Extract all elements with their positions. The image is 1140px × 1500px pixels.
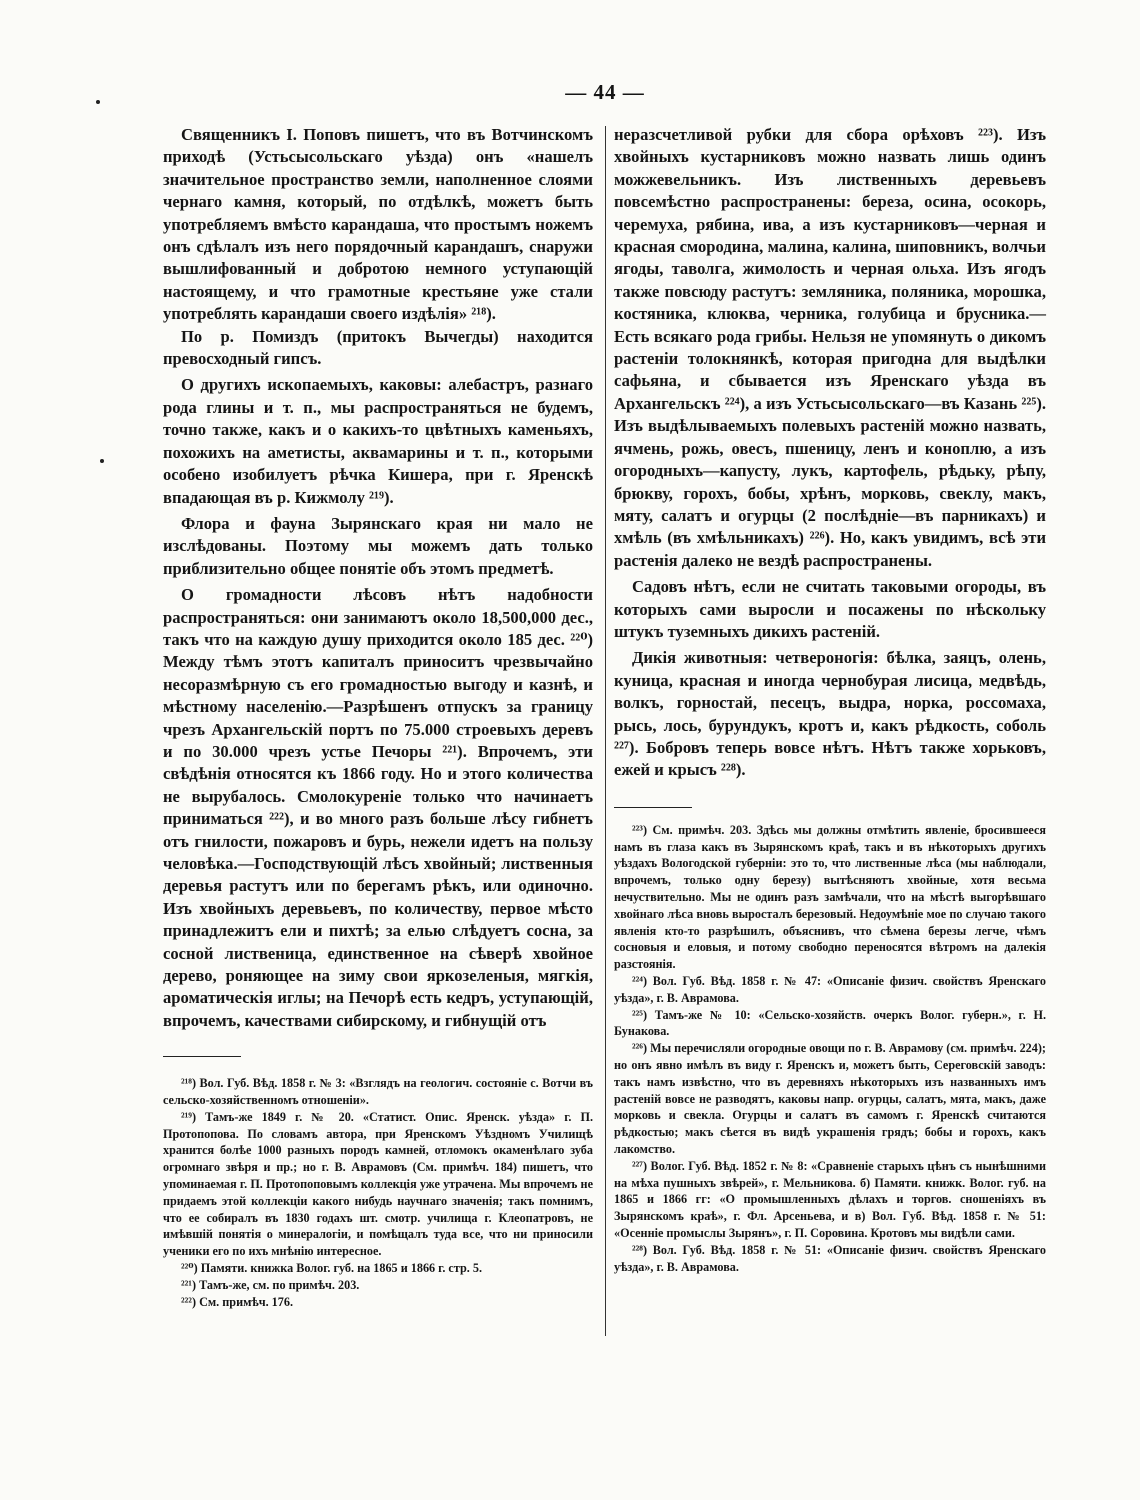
left-column-body xyxy=(163,124,593,1032)
right-footnotes xyxy=(614,822,1046,1276)
footnote: ²²²) См. примѣч. 176. xyxy=(181,1294,293,1309)
page-number: — 44 — xyxy=(565,80,645,104)
paragraph: Садовъ нѣтъ, если не считать таковыми огороды, въ которыхъ сами выросли и посажены по нѣскольку штукъ туземныхъ дикихъ растеній. xyxy=(614,577,1046,641)
left-footnotes xyxy=(163,1075,593,1310)
column-divider xyxy=(605,126,606,1336)
right-column xyxy=(614,124,1046,1275)
footnote: ²²⁵) Тамъ-же № 10: «Сельско-хозяйств. очеркъ Волог. губерн.», г. Н. Бунакова. xyxy=(614,1007,1046,1039)
paragraph: О громадности лѣсовъ нѣтъ надобности распространяться: они занимаютъ около 18,500,000 дес., такъ что на каждую душу приходится около 185 дес. ²²⁰) Между тѣмъ этотъ капиталъ приноситъ чрезвычайно несоразмѣрную съ его громадностью выгоду и казнѣ, и мѣстному населенію.—Разрѣшенъ отпускъ за границу чрезъ Архангельскій портъ по 75.000 строевыхъ деревъ и по 30.000 чрезъ устье Печоры ²²¹). Впрочемъ, эти свѣдѣнія относятся къ 1866 году. Но и этого количества не вырубалось. Смолокуреніе только что начинаетъ приниматься ²²²), и во много разъ больше лѣсу гибнетъ отъ гнилости, пожаровъ и бурь, нежели идетъ на пользу человѣка.—Господствующій лѣсъ хвойный; лиственныя деревья растутъ или по берегамъ рѣкъ, или одиночно. Изъ хвойныхъ деревьевъ, по количеству, первое мѣсто принадлежитъ ели и пихтѣ; за елью слѣдуетъ сосна, за сосной лиственица, единственное на сѣверѣ хвойное дерево, роняющее на зиму свои яркозеленыя, мягкія, ароматическія иглы; на Печорѣ есть кедръ, уступающій, впрочемъ, качествами сибирскому, и гибнущій отъ xyxy=(163,585,593,1030)
paragraph: По р. Помиздъ (притокъ Вычегды) находится превосходный гипсъ. xyxy=(163,326,593,369)
print-speck xyxy=(100,459,104,463)
footnote: ²¹⁸) Вол. Губ. Вѣд. 1858 г. № 3: «Взглядъ на геологич. состояніе с. Вотчи въ сельско-хозяйственномъ отношеніи». xyxy=(163,1076,593,1108)
footnote: ²²¹) Тамъ-же, см. по примѣч. 203. xyxy=(181,1277,360,1292)
footnote: ²²⁷) Волог. Губ. Вѣд. 1852 г. № 8: «Сравненіе старыхъ цѣнъ съ нынѣшними на мѣха пушныхъ звѣрей», г. Мельникова. б) Памяти. книжк. Волог. губ. на 1865 и 1866 гг: «О промышленныхъ дѣлахъ и торгов. сношеніяхъ въ Зырянскомъ краѣ», г. Фл. Арсеньева, и в) Вол. Губ. Вѣд. 1858 г. № 51: «Осенніе промыслы Зырянъ», г. П. Соровина. Кротовъ мы видѣли сами. xyxy=(614,1158,1046,1240)
left-column xyxy=(163,124,593,1310)
footnote: ²²⁴) Вол. Губ. Вѣд. 1858 г. № 47: «Описаніе физич. свойствъ Яренскаго уѣзда», г. В. Аврамова. xyxy=(614,973,1046,1005)
footnote-separator xyxy=(163,1056,241,1057)
paragraph: Флора и фауна Зырянскаго края ни мало не изслѣдованы. Поэтому мы можемъ дать только приблизительно общее понятіе объ этомъ предметѣ. xyxy=(163,513,593,578)
footnote: ²²⁶) Мы перечисляли огородные овощи по г. В. Аврамову (см. примѣч. 224); но онъ явно имѣлъ въ виду г. Яренскъ и, можетъ быть, Сереговскій заводъ: такъ намъ извѣстно, что въ деревняхъ нѣкоторыхъ изъ названныхъ имъ растеній вовсе не разводятъ, каковы напр. огурцы, салатъ, мята, макъ, даже морковь и свекла. Огурцы и салатъ въ самомъ г. Яренскѣ считаются рѣдкостью; макъ сѣется въ видѣ украшенія грядъ; бобы и горохъ, какъ лакомство. xyxy=(614,1041,1046,1156)
paragraph: неразсчетливой рубки для сбора орѣховъ ²²³). Изъ хвойныхъ кустарниковъ можно назвать лишь одинъ можжевельникъ. Изъ лиственныхъ деревьевъ повсемѣстно распространены: береза, осина, осокорь, черемуха, рябина, ива, а изъ кустарниковъ—черная и красная смородина, малина, калина, шиповникъ, волчьи ягоды, таволга, жимолость и черная ольха. Изъ ягодъ также повсюду растутъ: земляника, поляника, морошка, костяника, клюква, черника, голубица и брусника.—Есть всякаго рода грибы. Нельзя не упомянуть о дикомъ растеніи толокнянкѣ, которая пригодна для выдѣлки сафьяна, и сбывается изъ Яренскаго уѣзда въ Архангельскъ ²²⁴), а изъ Устьсысольскаго—въ Казань ²²⁵). Изъ выдѣлываемыхъ полевыхъ растеній можно назвать, ячмень, рожь, овесъ, пшеницу, ленъ и коноплю, а изъ огородныхъ—капусту, лукъ, картофель, рѣдьку, рѣпу, брюкву, горохъ, бобы, хрѣнъ, морковь, свеклу, макъ, мяту, салатъ и огурцы (2 послѣдніе—въ парникахъ) и хмѣль (въ хмѣльникахъ) ²²⁶). Но, какъ увидимъ, всѣ эти растенія далеко не вездѣ распространены. xyxy=(614,125,1046,570)
paragraph: Священникъ І. Поповъ пишетъ, что въ Вотчинскомъ приходѣ (Устьсысольскаго уѣзда) онъ «нашелъ значительное пространство земли, наполненное слоями чернаго камня, который, по отдѣлкѣ, можетъ быть употребляемъ вмѣсто карандаша, что простымъ ножемъ онъ сдѣлалъ изъ него порядочный карандашъ, снаружи вышлифованный и добротою немного уступающій настоящему, и что грамотные крестьяне уже стали употреблять карандаши своего издѣлія» ²¹⁸). xyxy=(163,125,593,324)
right-column-body xyxy=(614,124,1046,782)
footnote: ²²³) См. примѣч. 203. Здѣсь мы должны отмѣтить явленіе, бросившееся намъ въ глаза какъ въ Зырянскомъ краѣ, такъ и въ нѣкоторыхъ другихъ уѣздахъ Вологодской губерніи: это то, что лиственные лѣса (мы наблюдали, впрочемъ, только одну березу) вытѣсняютъ хвойные, хотя весьма нечуствительно. Мы не одинъ разъ замѣчали, что на мѣстѣ выгорѣвшаго хвойнаго лѣса вновь выросталъ березовый. Недоумѣніе мое по случаю такого явленія кто-то разрѣшилъ, объяснивъ, что сѣмена березы легче, чѣмъ сосновыя и еловыя, и потому свободно переносятся вѣтромъ на далекія разстоянія. xyxy=(614,822,1046,972)
footnote-separator xyxy=(614,807,692,808)
footnote: ²¹⁹) Тамъ-же 1849 г. № 20. «Статист. Опис. Яренск. уѣзда» г. П. Протопопова. По словамъ автора, при Яренскомъ Уѣздномъ Училищѣ хранится болѣе 1000 разныхъ породъ камней, отломокъ окаменѣлаго зуба огромнаго звѣря и пр.; но г. В. Аврамовъ (См. примѣч. 184) пишетъ, что упоминаемая г. П. Протопоповымъ коллекція уже утрачена. Мы впрочемъ не придаемъ этой коллекціи какого нибудь научнаго значенія; такъ помнимъ, что ее собиралъ въ 1830 годахъ шт. смотр. училища г. Клеопатровъ, не имѣвшій понятія о минералогіи, и помѣщалъ туда все, что ни приносили ученики его по ихъ мнѣнію интересное. xyxy=(163,1109,593,1259)
footnote: ²²⁰) Памяти. книжка Волог. губ. на 1865 и 1866 г. стр. 5. xyxy=(181,1261,482,1276)
paragraph: Дикія животныя: четвероногія: бѣлка, заяцъ, олень, куница, красная и иногда чернобурая лисица, медвѣдь, волкъ, горностай, песецъ, выдра, норка, россомаха, рысь, лось, бурундукъ, кротъ и, какъ рѣдкость, соболь ²²⁷). Бобровъ теперь вовсе нѣтъ. Нѣтъ также хорьковъ, ежей и крысъ ²²⁸). xyxy=(614,648,1046,780)
paragraph: О другихъ ископаемыхъ, каковы: алебастръ, разнаго рода глины и т. п., мы распространяться не будемъ, точно также, какъ и о какихъ-то цвѣтныхъ каменьяхъ, похожихъ на аметисты, аквамарины и т. п., которыми особено изобилуетъ рѣчка Кишера, при г. Яренскѣ впадающая въ р. Кижмолу ²¹⁹). xyxy=(163,375,593,507)
footnote: ²²⁸) Вол. Губ. Вѣд. 1858 г. № 51: «Описаніе физич. свойствъ Яренскаго уѣзда», г. В. Аврамова. xyxy=(614,1242,1046,1274)
